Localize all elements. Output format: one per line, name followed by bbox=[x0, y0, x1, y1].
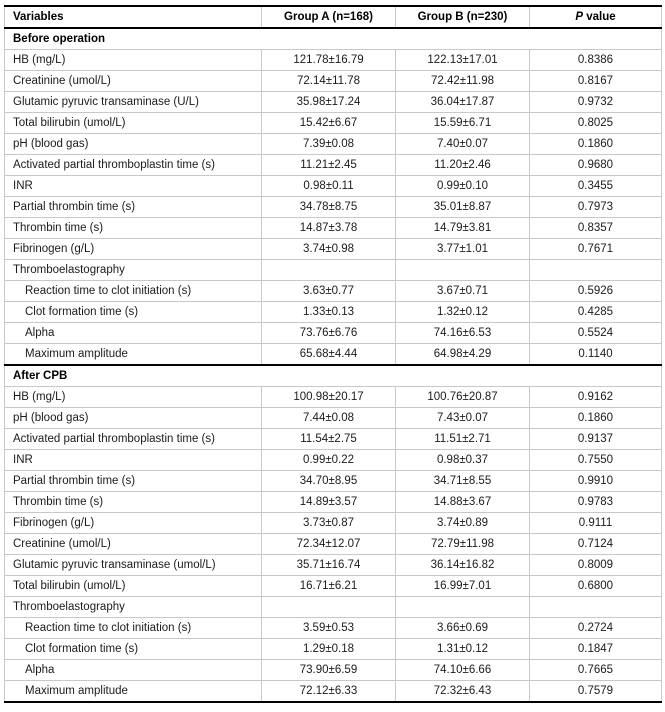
table-row bbox=[5, 155, 662, 176]
p-value-cell: 0.9783 bbox=[530, 492, 662, 513]
table-row bbox=[5, 429, 662, 450]
column-header-p-value bbox=[530, 6, 662, 28]
group-a-cell: 73.76±6.76 bbox=[262, 323, 396, 344]
column-header-group-a: Group A (n=168) bbox=[262, 6, 396, 28]
table-row bbox=[5, 281, 662, 302]
group-b-cell: 3.66±0.69 bbox=[396, 618, 530, 639]
group-b-cell: 122.13±17.01 bbox=[396, 50, 530, 71]
variable-cell: Thromboelastography bbox=[5, 260, 262, 281]
variable-cell: Partial thrombin time (s) bbox=[5, 471, 262, 492]
variable-cell: Maximum amplitude bbox=[5, 344, 262, 366]
group-b-cell: 14.79±3.81 bbox=[396, 218, 530, 239]
p-value-cell: 0.2724 bbox=[530, 618, 662, 639]
header-row bbox=[5, 6, 662, 28]
p-value-rest: value bbox=[583, 10, 616, 23]
group-a-cell bbox=[262, 597, 396, 618]
p-value-cell: 0.1140 bbox=[530, 344, 662, 366]
group-a-cell: 11.54±2.75 bbox=[262, 429, 396, 450]
p-value-cell: 0.9910 bbox=[530, 471, 662, 492]
group-b-cell: 15.59±6.71 bbox=[396, 113, 530, 134]
p-value-cell bbox=[530, 260, 662, 281]
variable-cell: Total bilirubin (umol/L) bbox=[5, 113, 262, 134]
variable-cell: pH (blood gas) bbox=[5, 134, 262, 155]
group-b-cell: 36.14±16.82 bbox=[396, 555, 530, 576]
variable-cell: Total bilirubin (umol/L) bbox=[5, 576, 262, 597]
table-row bbox=[5, 387, 662, 408]
group-b-cell: 3.77±1.01 bbox=[396, 239, 530, 260]
group-a-cell: 35.98±17.24 bbox=[262, 92, 396, 113]
p-value-cell: 0.5926 bbox=[530, 281, 662, 302]
p-value-cell: 0.7550 bbox=[530, 450, 662, 471]
section-header-row bbox=[5, 28, 662, 50]
group-b-cell: 0.98±0.37 bbox=[396, 450, 530, 471]
p-value-cell: 0.7124 bbox=[530, 534, 662, 555]
group-a-cell: 7.39±0.08 bbox=[262, 134, 396, 155]
p-value-cell: 0.7579 bbox=[530, 681, 662, 703]
p-value-cell: 0.8357 bbox=[530, 218, 662, 239]
section-header-row bbox=[5, 365, 662, 387]
table-row bbox=[5, 302, 662, 323]
group-a-cell: 14.89±3.57 bbox=[262, 492, 396, 513]
group-a-cell: 1.29±0.18 bbox=[262, 639, 396, 660]
group-a-cell: 11.21±2.45 bbox=[262, 155, 396, 176]
variable-cell: Reaction time to clot initiation (s) bbox=[5, 618, 262, 639]
group-a-cell: 72.12±6.33 bbox=[262, 681, 396, 703]
group-b-cell: 34.71±8.55 bbox=[396, 471, 530, 492]
p-value-cell: 0.9732 bbox=[530, 92, 662, 113]
group-b-cell: 16.99±7.01 bbox=[396, 576, 530, 597]
group-a-cell: 3.73±0.87 bbox=[262, 513, 396, 534]
group-b-cell: 11.20±2.46 bbox=[396, 155, 530, 176]
variable-cell: Thromboelastography bbox=[5, 597, 262, 618]
variable-cell: Partial thrombin time (s) bbox=[5, 197, 262, 218]
p-value-cell: 0.7973 bbox=[530, 197, 662, 218]
table-row bbox=[5, 534, 662, 555]
p-value-cell: 0.9680 bbox=[530, 155, 662, 176]
p-value-cell: 0.7665 bbox=[530, 660, 662, 681]
table-row bbox=[5, 492, 662, 513]
p-value-cell: 0.8025 bbox=[530, 113, 662, 134]
variable-cell: Glutamic pyruvic transaminase (umol/L) bbox=[5, 555, 262, 576]
table-row bbox=[5, 323, 662, 344]
variable-cell: Clot formation time (s) bbox=[5, 639, 262, 660]
p-value-cell: 0.5524 bbox=[530, 323, 662, 344]
subgroup-header-row bbox=[5, 260, 662, 281]
group-a-cell: 3.59±0.53 bbox=[262, 618, 396, 639]
variable-cell: Activated partial thromboplastin time (s) bbox=[5, 155, 262, 176]
variable-cell: Creatinine (umol/L) bbox=[5, 534, 262, 555]
group-a-cell: 0.98±0.11 bbox=[262, 176, 396, 197]
group-b-cell: 14.88±3.67 bbox=[396, 492, 530, 513]
variable-cell: Alpha bbox=[5, 323, 262, 344]
group-a-cell: 1.33±0.13 bbox=[262, 302, 396, 323]
p-value-cell: 0.3455 bbox=[530, 176, 662, 197]
group-a-cell: 7.44±0.08 bbox=[262, 408, 396, 429]
group-b-cell: 36.04±17.87 bbox=[396, 92, 530, 113]
group-a-cell: 3.74±0.98 bbox=[262, 239, 396, 260]
group-a-cell: 0.99±0.22 bbox=[262, 450, 396, 471]
table-row bbox=[5, 197, 662, 218]
variable-cell: Fibrinogen (g/L) bbox=[5, 513, 262, 534]
group-b-cell: 7.40±0.07 bbox=[396, 134, 530, 155]
group-b-cell: 72.79±11.98 bbox=[396, 534, 530, 555]
variable-cell: HB (mg/L) bbox=[5, 387, 262, 408]
p-value-italic-letter: P bbox=[575, 10, 584, 23]
table-row bbox=[5, 239, 662, 260]
variable-cell: Glutamic pyruvic transaminase (U/L) bbox=[5, 92, 262, 113]
p-value-cell: 0.9137 bbox=[530, 429, 662, 450]
group-b-cell: 72.32±6.43 bbox=[396, 681, 530, 703]
variable-cell: Thrombin time (s) bbox=[5, 218, 262, 239]
group-b-cell: 100.76±20.87 bbox=[396, 387, 530, 408]
group-b-cell: 74.16±6.53 bbox=[396, 323, 530, 344]
p-value-cell: 0.8009 bbox=[530, 555, 662, 576]
variable-cell: HB (mg/L) bbox=[5, 50, 262, 71]
p-value-cell: 0.7671 bbox=[530, 239, 662, 260]
group-b-cell: 0.99±0.10 bbox=[396, 176, 530, 197]
p-value-cell bbox=[530, 597, 662, 618]
section-title: Before operation bbox=[5, 28, 662, 50]
group-a-cell: 72.14±11.78 bbox=[262, 71, 396, 92]
variable-cell: INR bbox=[5, 176, 262, 197]
group-b-cell: 35.01±8.87 bbox=[396, 197, 530, 218]
table-row bbox=[5, 639, 662, 660]
table-body bbox=[5, 28, 662, 702]
group-b-cell bbox=[396, 597, 530, 618]
variable-cell: Fibrinogen (g/L) bbox=[5, 239, 262, 260]
group-b-cell bbox=[396, 260, 530, 281]
table-row bbox=[5, 450, 662, 471]
table-row bbox=[5, 471, 662, 492]
group-b-cell: 72.42±11.98 bbox=[396, 71, 530, 92]
group-a-cell: 34.78±8.75 bbox=[262, 197, 396, 218]
column-header-variables: Variables bbox=[5, 6, 262, 28]
table-row bbox=[5, 408, 662, 429]
group-b-cell: 1.32±0.12 bbox=[396, 302, 530, 323]
p-value-cell: 0.6800 bbox=[530, 576, 662, 597]
group-a-cell: 35.71±16.74 bbox=[262, 555, 396, 576]
group-a-cell: 73.90±6.59 bbox=[262, 660, 396, 681]
p-value-cell: 0.1860 bbox=[530, 408, 662, 429]
group-a-cell: 121.78±16.79 bbox=[262, 50, 396, 71]
variable-cell: Alpha bbox=[5, 660, 262, 681]
results-table bbox=[4, 5, 662, 703]
group-b-cell: 3.67±0.71 bbox=[396, 281, 530, 302]
group-a-cell bbox=[262, 260, 396, 281]
p-value-cell: 0.8167 bbox=[530, 71, 662, 92]
table-row bbox=[5, 113, 662, 134]
table-row bbox=[5, 681, 662, 703]
group-b-cell: 11.51±2.71 bbox=[396, 429, 530, 450]
variable-cell: Creatinine (umol/L) bbox=[5, 71, 262, 92]
table-row bbox=[5, 134, 662, 155]
table-header bbox=[5, 6, 662, 28]
group-a-cell: 14.87±3.78 bbox=[262, 218, 396, 239]
table-row bbox=[5, 618, 662, 639]
group-a-cell: 72.34±12.07 bbox=[262, 534, 396, 555]
p-value-cell: 0.9111 bbox=[530, 513, 662, 534]
variable-cell: Clot formation time (s) bbox=[5, 302, 262, 323]
group-a-cell: 34.70±8.95 bbox=[262, 471, 396, 492]
variable-cell: INR bbox=[5, 450, 262, 471]
group-a-cell: 15.42±6.67 bbox=[262, 113, 396, 134]
p-value-cell: 0.1847 bbox=[530, 639, 662, 660]
group-a-cell: 65.68±4.44 bbox=[262, 344, 396, 366]
table-row bbox=[5, 660, 662, 681]
table-row bbox=[5, 176, 662, 197]
table-row bbox=[5, 513, 662, 534]
table-row bbox=[5, 71, 662, 92]
p-value-cell: 0.9162 bbox=[530, 387, 662, 408]
table-row bbox=[5, 218, 662, 239]
group-a-cell: 3.63±0.77 bbox=[262, 281, 396, 302]
group-b-cell: 74.10±6.66 bbox=[396, 660, 530, 681]
variable-cell: Reaction time to clot initiation (s) bbox=[5, 281, 262, 302]
table-row bbox=[5, 555, 662, 576]
column-header-group-b: Group B (n=230) bbox=[396, 6, 530, 28]
group-a-cell: 100.98±20.17 bbox=[262, 387, 396, 408]
variable-cell: pH (blood gas) bbox=[5, 408, 262, 429]
variable-cell: Thrombin time (s) bbox=[5, 492, 262, 513]
group-a-cell: 16.71±6.21 bbox=[262, 576, 396, 597]
variable-cell: Activated partial thromboplastin time (s) bbox=[5, 429, 262, 450]
group-b-cell: 7.43±0.07 bbox=[396, 408, 530, 429]
group-b-cell: 1.31±0.12 bbox=[396, 639, 530, 660]
p-value-cell: 0.8386 bbox=[530, 50, 662, 71]
section-title: After CPB bbox=[5, 365, 662, 387]
p-value-cell: 0.1860 bbox=[530, 134, 662, 155]
table-row bbox=[5, 50, 662, 71]
group-b-cell: 3.74±0.89 bbox=[396, 513, 530, 534]
table-row bbox=[5, 344, 662, 366]
variable-cell: Maximum amplitude bbox=[5, 681, 262, 703]
p-value-cell: 0.4285 bbox=[530, 302, 662, 323]
table-row bbox=[5, 576, 662, 597]
group-b-cell: 64.98±4.29 bbox=[396, 344, 530, 366]
table-row bbox=[5, 92, 662, 113]
subgroup-header-row bbox=[5, 597, 662, 618]
